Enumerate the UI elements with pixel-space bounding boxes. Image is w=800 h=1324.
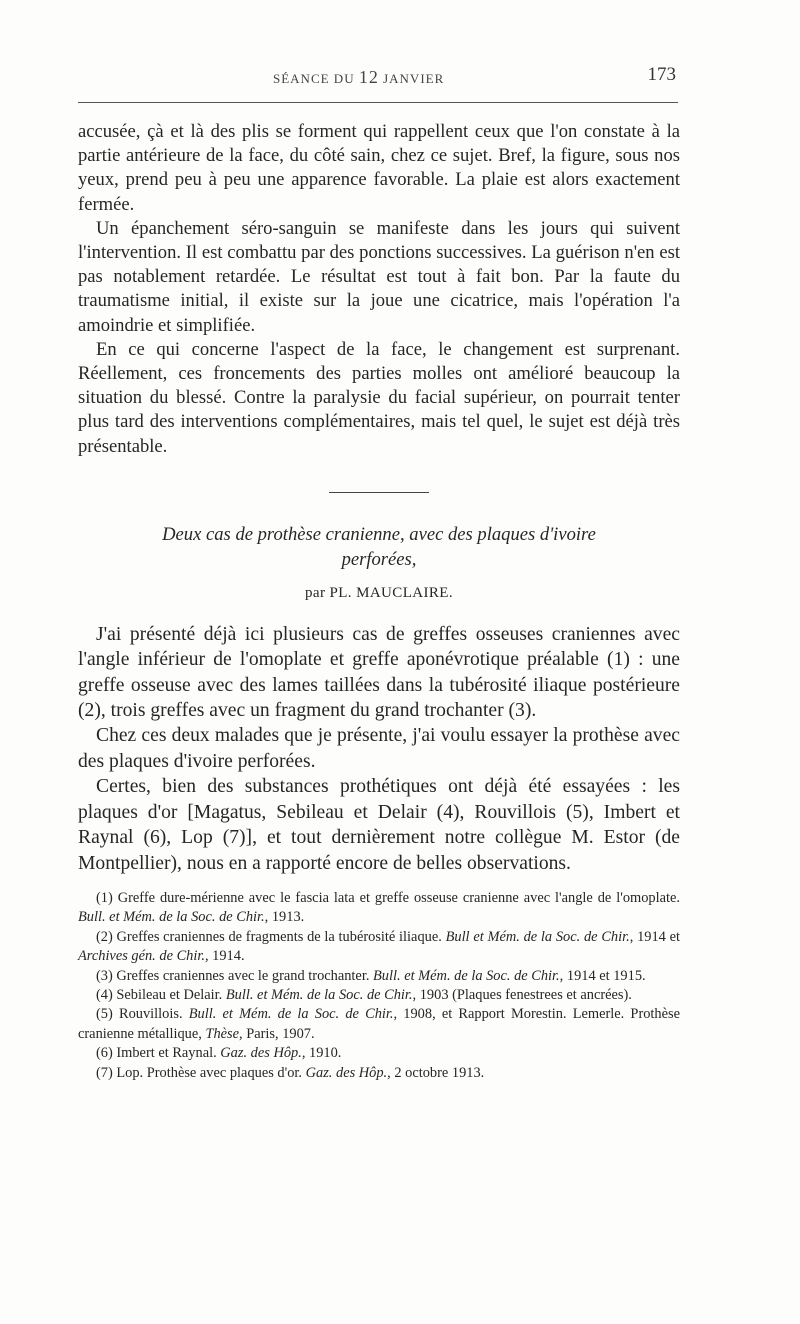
footnotes xyxy=(78,889,680,1083)
page-number: 173 xyxy=(647,64,676,85)
footnote: (5) Rouvillois. Bull. et Mém. de la Soc. de Chir., 1908, et Rapport Morestin. Lemerle. Prothèse cranienne métallique, Thèse, Paris, 1907. xyxy=(78,1006,680,1042)
article-title: Deux cas de prothèse cranienne, avec des plaques d'ivoire perforées, xyxy=(162,523,596,570)
footnote: (4) Sebileau et Delair. Bull. et Mém. de la Soc. de Chir., 1903 (Plaques fenestrees et ancrées). xyxy=(96,986,632,1003)
paragraph: Chez ces deux malades que je présente, j'ai voulu essayer la prothèse avec des plaques d'ivoire perforées. xyxy=(78,725,680,772)
footnote: (7) Lop. Prothèse avec plaques d'or. Gaz. des Hôp., 2 octobre 1913. xyxy=(96,1064,485,1081)
paragraph: Un épanchement séro-sanguin se manifeste dans les jours qui suivent l'intervention. Il est combattu par des ponctions successives. La guérison n'en est pas notablement retardée. Le résultat est tout à fait bon. Par la faute du traumatisme initial, il existe sur la joue une cicatrice, mais l'opération l'a amoindrie et simplifiée. xyxy=(78,217,680,336)
footnote: (6) Imbert et Raynal. Gaz. des Hôp., 1910. xyxy=(96,1045,342,1062)
footnote: (3) Greffes craniennes avec le grand trochanter. Bull. et Mém. de la Soc. de Chir., 1914 et 1915. xyxy=(96,967,646,984)
section-divider xyxy=(329,492,429,493)
paragraph: Certes, bien des substances prothétiques ont déjà été essayées : les plaques d'or [Magatus, Sebileau et Delair (4), Rouvillois (5), Imbert et Raynal (6), Lop (7)], et tout dernièrement notre collègue M. Estor (de Montpellier), nous en a rapporté encore de belles observations. xyxy=(78,776,680,874)
footnote: (2) Greffes craniennes de fragments de la tubérosité iliaque. Bull et Mém. de la Soc. de Chir., 1914 et Archives gén. de Chir., 1914. xyxy=(78,928,680,965)
page-body xyxy=(78,120,680,1083)
running-header xyxy=(78,64,678,88)
running-title: SÉANCE DU 12 JANVIER xyxy=(273,67,445,87)
header-rule xyxy=(78,102,678,103)
paragraph: J'ai présenté déjà ici plusieurs cas de greffes osseuses craniennes avec l'angle inférieur de l'omoplate et greffe aponévrotique préalable (1) : une greffe osseuse avec des lames taillées dans la tubérosité iliaque postérieure (2), trois greffes avec un fragment du grand trochanter (3). xyxy=(78,623,680,722)
paragraph: En ce qui concerne l'aspect de la face, le changement est surprenant. Réellement, ces froncements des parties molles ont amélioré beaucoup la situation du blessé. Contre la paralysie du facial supérieur, on pourrait tenter plus tard des interventions complémentaires, mais tel quel, le sujet est déjà très présentable. xyxy=(78,338,680,457)
article-byline: par PL. MAUCLAIRE. xyxy=(304,584,454,601)
article-text xyxy=(78,622,680,876)
continuation-text xyxy=(78,120,680,459)
footnote: (1) Greffe dure-mérienne avec le fascia lata et greffe osseuse cranienne avec l'angle de l'omoplate. Bull. et Mém. de la Soc. de Chir., 1913. xyxy=(78,889,680,926)
paragraph: accusée, çà et là des plis se forment qui rappellent ceux que l'on constate à la partie antérieure de la face, du côté sain, chez ce sujet. Bref, la figure, sous nos yeux, prend peu à peu une apparence favorable. La plaie est alors exactement fermée. xyxy=(78,121,680,215)
